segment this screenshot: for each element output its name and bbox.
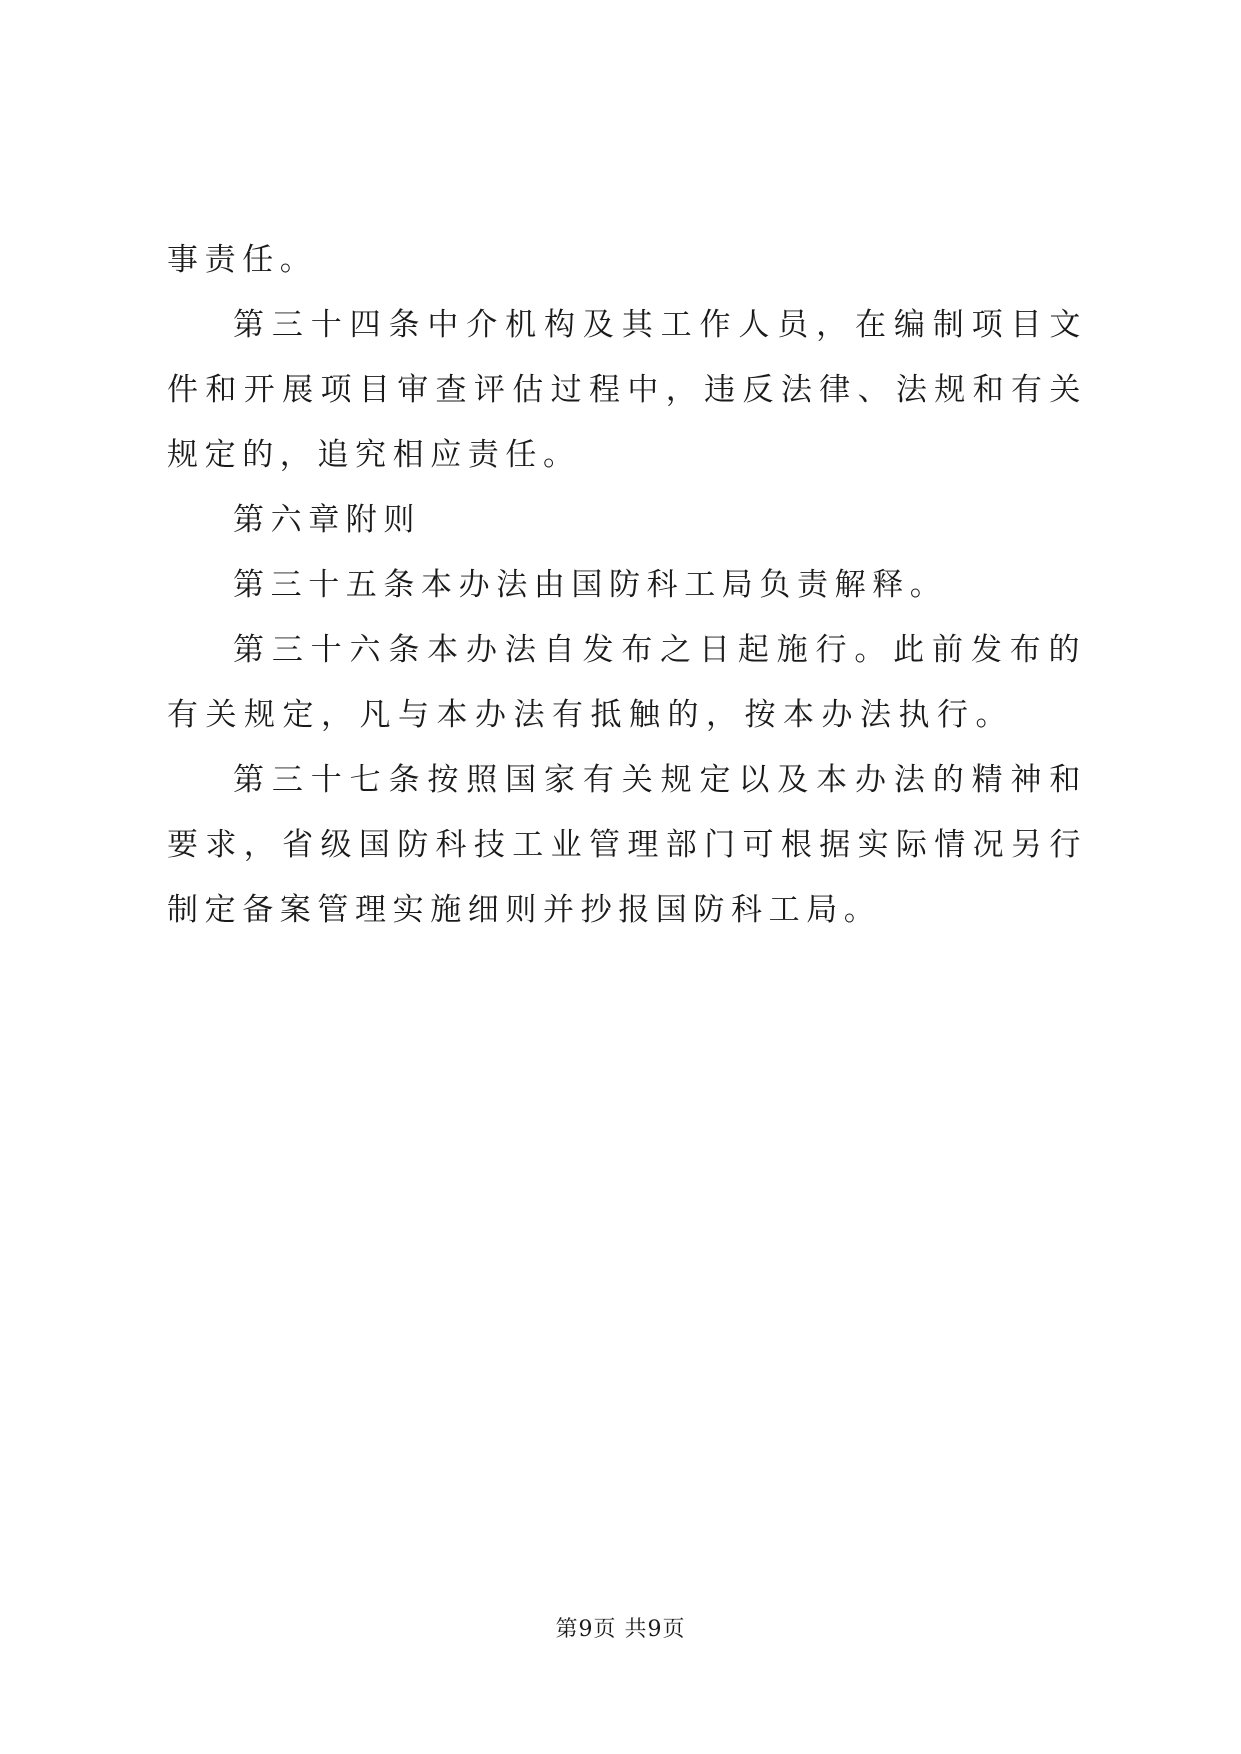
paragraph-article-36: 第三十六条本办法自发布之日起施行。此前发布的有关规定，凡与本办法有抵触的，按本办法执行。 <box>167 632 1087 733</box>
chapter-heading: 第六章附则 <box>233 502 421 538</box>
paragraph-article-34: 第三十四条中介机构及其工作人员，在编制项目文件和开展项目审查评估过程中，违反法律、法规和有关规定的，追究相应责任。 <box>167 307 1087 473</box>
paragraph-article-37: 第三十七条按照国家有关规定以及本办法的精神和要求，省级国防科技工业管理部门可根据实际情况另行制定备案管理实施细则并抄报国防科工局。 <box>167 762 1087 928</box>
document-body <box>167 228 1087 943</box>
paragraph-article-35: 第三十五条本办法由国防科工局负责解释。 <box>233 567 948 603</box>
page-number-footer: 第9页 共9页 <box>555 1617 686 1642</box>
paragraph-continuation: 事责任。 <box>167 242 318 278</box>
